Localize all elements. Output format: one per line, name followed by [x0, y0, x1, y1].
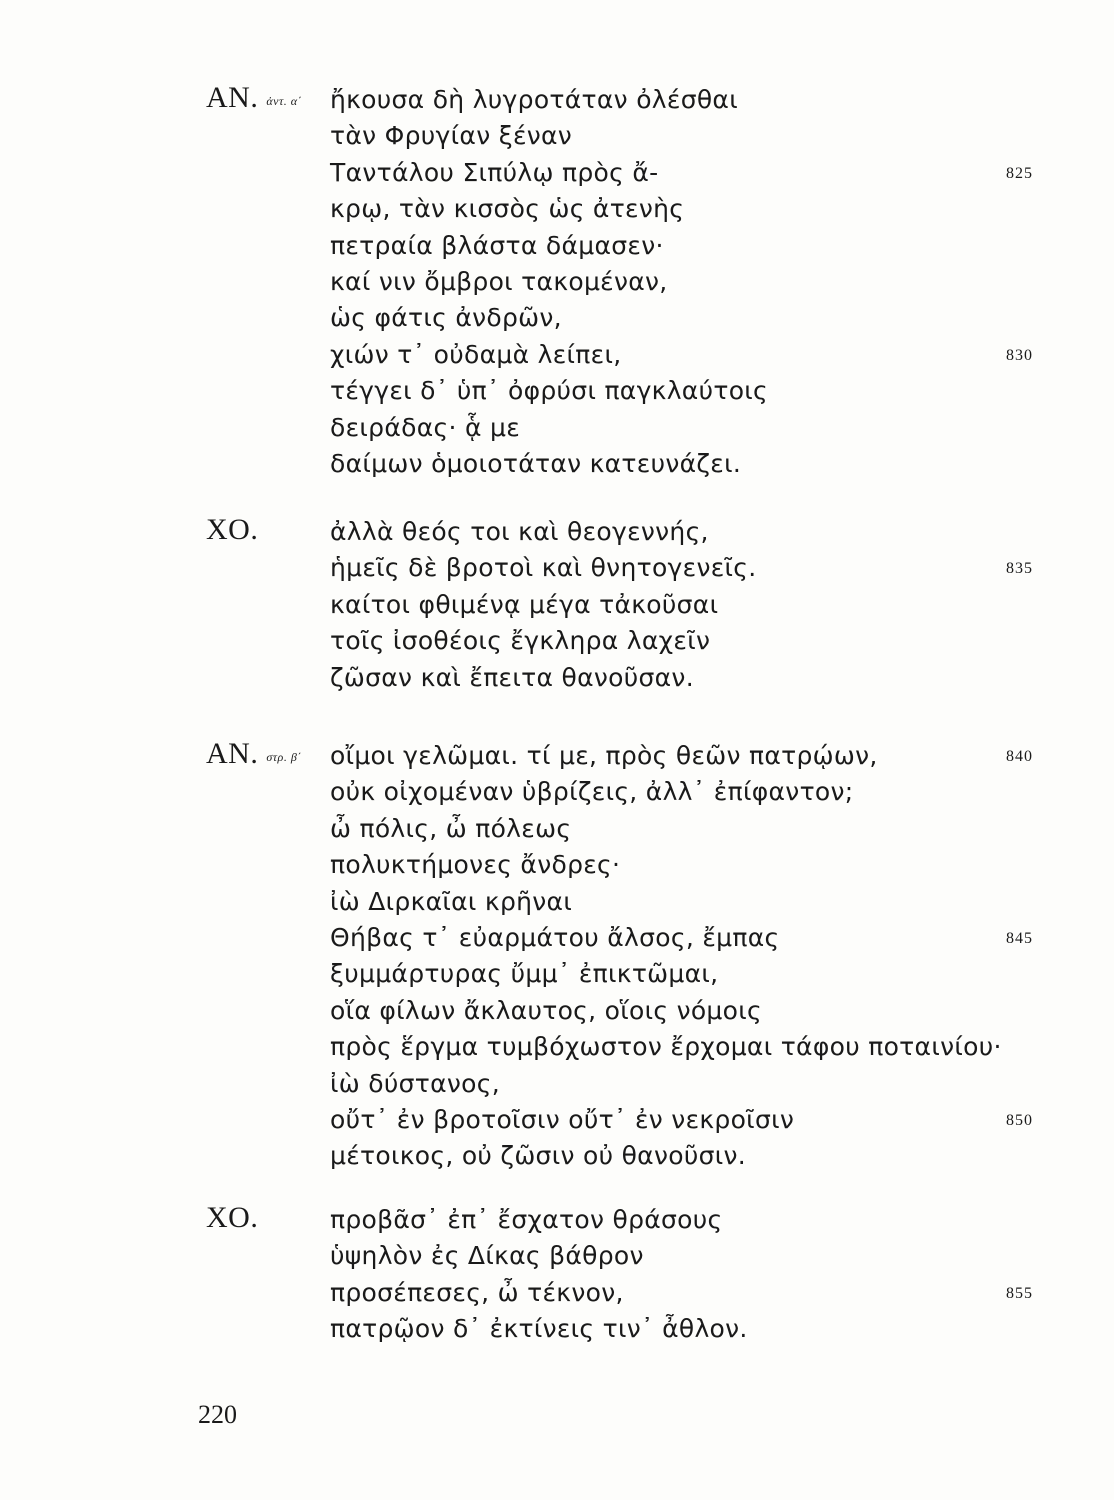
verse-line: οἵα φίλων ἄκλαυτος, οἵοις νόμοις [330, 995, 762, 1025]
verse-block [330, 82, 768, 482]
speaker-name: AN. [206, 81, 259, 114]
verse-line: προσέπεσες, ὦ τέκνον, [330, 1277, 624, 1307]
speaker-label [206, 736, 302, 777]
verse-line: τὰν Φρυγίαν ξέναν [330, 121, 573, 151]
strophe-marker: στρ. β΄ [266, 750, 302, 764]
verse-line: Ταντάλου Σιπύλῳ πρὸς ἄ- [330, 157, 659, 187]
verse-line: κρῳ, τὰν κισσὸς ὡς ἀτενὴς [330, 194, 685, 224]
verse-line: ἡμεῖς δὲ βροτοὶ καὶ θνητογενεῖς. [330, 553, 757, 583]
verse-line: ἀλλὰ θεός τοι καὶ θεογεννής, [330, 517, 709, 546]
verse-line: οἴμοι γελῶμαι. τί με, πρὸς θεῶν πατρῴων, [330, 741, 878, 770]
verse-line: τέγγει δ᾽ ὑπ᾽ ὀφρύσι παγκλαύτοις [330, 376, 769, 406]
speaker-label [206, 1200, 258, 1236]
verse-line: δειράδας· ᾇ με [330, 412, 521, 442]
line-number: 825 [1006, 164, 1033, 182]
line-number: 830 [1006, 346, 1033, 364]
verse-block [330, 738, 1002, 1175]
verse-line: τοῖς ἰσοθέοις ἔγκληρα λαχεῖν [330, 626, 711, 656]
line-number: 850 [1006, 1112, 1033, 1129]
line-number: 840 [1006, 748, 1033, 765]
verse-line: οὔτ᾽ ἐν βροτοῖσιν οὔτ᾽ ἐν νεκροῖσιν [330, 1104, 795, 1134]
verse-line: οὐκ οἰχομέναν ὑβρίζεις, ἀλλ᾽ ἐπίφαντον; [330, 777, 854, 807]
verse-line: καί νιν ὄμβροι τακομέναν, [330, 266, 668, 296]
verse-line: ζῶσαν καὶ ἔπειτα θανοῦσαν. [330, 662, 694, 692]
verse-line: πετραία βλάστα δάμασεν· [330, 230, 664, 260]
verse-line: Θήβας τ᾽ εὐαρμάτου ἄλσος, ἔμπας [330, 922, 780, 952]
verse-line: μέτοικος, οὐ ζῶσιν οὐ θανοῦσιν. [330, 1141, 747, 1171]
verse-line: πολυκτήμονες ἄνδρες· [330, 850, 621, 880]
verse-line: ἤκουσα δὴ λυγροτάταν ὀλέσθαι [330, 85, 738, 114]
verse-line: ἰὼ δύστανος, [330, 1068, 500, 1098]
verse-line: προβᾶσ᾽ ἐπ᾽ ἔσχατον θράσους [330, 1205, 723, 1234]
strophe-marker: ἀντ. α΄ [266, 94, 303, 108]
verse-line: ὡς φάτις ἀνδρῶν, [330, 303, 562, 333]
verse-line: χιών τ᾽ οὐδαμὰ λείπει, [330, 339, 622, 369]
line-number: 855 [1006, 1284, 1033, 1302]
verse-line: ἰὼ Διρκαῖαι κρῆναι [330, 886, 573, 916]
speaker-label [206, 80, 302, 121]
speaker-name: XO. [206, 513, 259, 546]
verse-line: ξυμμάρτυρας ὔμμ᾽ ἐπικτῶμαι, [330, 959, 719, 989]
verse-line: πρὸς ἕργμα τυμβόχωστον ἔρχομαι τάφου ποταινίου· [330, 1032, 1002, 1062]
verse-line: πατρῷον δ᾽ ἐκτίνεις τιν᾽ ἆθλον. [330, 1314, 748, 1344]
page-number: 220 [198, 1400, 237, 1429]
verse-block [330, 514, 757, 696]
verse-line: ὑψηλὸν ἐς Δίκας βάθρον [330, 1241, 644, 1271]
verse-block [330, 1202, 748, 1348]
speaker-name: AN. [206, 737, 259, 770]
verse-line: ὦ πόλις, ὦ πόλεως [330, 813, 572, 843]
speaker-name: XO. [206, 1201, 259, 1234]
line-number: 845 [1006, 930, 1033, 947]
line-number: 835 [1006, 560, 1033, 578]
speaker-label [206, 512, 258, 548]
verse-line: καίτοι φθιμένᾳ μέγα τἀκοῦσαι [330, 589, 719, 619]
verse-line: δαίμων ὁμοιοτάταν κατευνάζει. [330, 448, 742, 478]
